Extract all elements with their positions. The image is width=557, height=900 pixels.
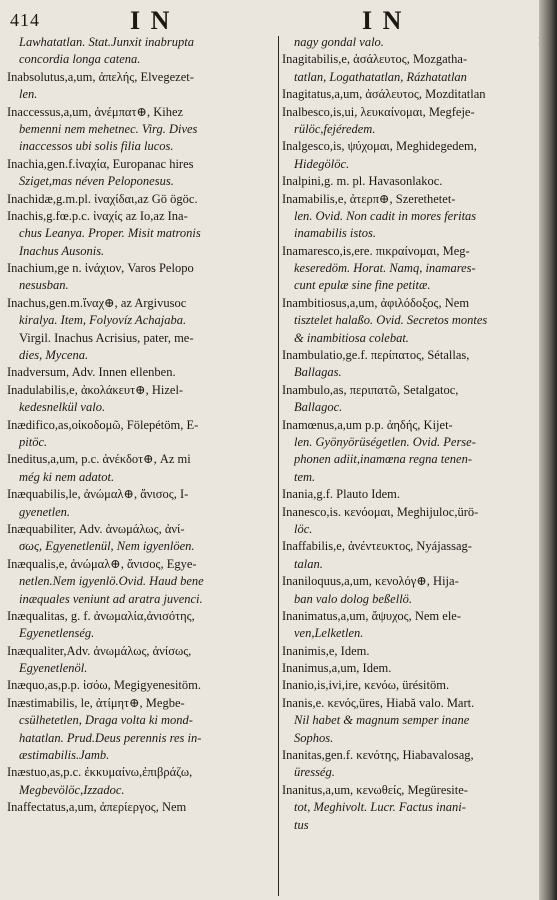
entry-headword-line: Inanio,is,ivi,ire, κενόω, ürésitöm. <box>282 678 450 693</box>
entry-headword-line: Inachis,g.fœ.p.c. ἰναχίς az Io,az Ina- <box>7 208 188 223</box>
entry-continuation-line: pitöc. <box>19 434 48 449</box>
entry-headword-line: Inaffectatus,a,um, ἀπερίεργος, Nem <box>7 800 187 815</box>
entry-continuation-line: üresség. <box>294 765 335 780</box>
entry-continuation-line: tatlan, Logathatatlan, Rázhatatlan <box>294 69 467 84</box>
entry-headword-line: Inambitiosus,a,um, ἀφιλόδοξος, Nem <box>282 295 470 310</box>
running-header-left: I N <box>130 6 172 35</box>
entry-headword-line: Inanitus,a,um, κενωθείς, Megüresite- <box>282 782 468 797</box>
entry-continuation-line: netlen.Nem igyenlö.Ovid. Haud bene <box>19 574 204 589</box>
entry-headword-line: Inæquabilis,le, ἀνώμαλ⊕, ἄνισος, I- <box>7 487 189 502</box>
page-number: 414 <box>10 10 40 30</box>
entry-headword-line: Ineditus,a,um, p.c. ἀνέκδοτ⊕, Az mi <box>7 452 191 467</box>
entry-continuation-line: phonen adiit,inamœna regna tenen- <box>294 452 472 467</box>
entry-headword-line: Inachus,gen.m.ἴναχ⊕, az Argivusoc <box>7 295 187 310</box>
entry-continuation-line: tus <box>294 817 309 832</box>
entry-continuation-line: csülhetetlen, Draga volta ki mond- <box>19 713 193 728</box>
entry-continuation-line: kedesnelkül valo. <box>19 400 106 415</box>
entry-headword-line: Inachium,ge n. ἰνάχιον, Varos Pelopo <box>7 261 194 276</box>
entry-continuation-line: Lawhatatlan. Stat.Junxit inabrupta <box>19 35 195 49</box>
entry-continuation-line: Nil habet & magnum semper inane <box>294 713 470 728</box>
entry-continuation-line: keseredöm. Horat. Namq, inamares- <box>294 261 476 276</box>
entry-headword-line: Inanesco,is. κενόομαι, Meghijuloc,ürö- <box>282 504 479 519</box>
entry-headword-line: Inæstuo,as,p.c. ἐκκυμαίνω,ἐπιβράζω, <box>7 765 193 780</box>
entry-headword-line: Inanimus,a,um, Idem. <box>282 661 392 676</box>
entry-headword-line: Inanitas,gen.f. κενότης, Hiabavalosag, <box>282 748 474 763</box>
entry-headword-line: Inamœnus,a,um p.p. ἀηδής, Kijet- <box>282 417 453 432</box>
entry-headword-line: Inachia,gen.f.ἰναχία, Europanac hires <box>7 156 194 171</box>
entry-headword-line: Inagitabilis,e, ἀσάλευτος, Mozgatha- <box>282 52 468 67</box>
running-header-right: I N <box>362 6 404 35</box>
entry-headword-line: Inædifico,as,οἰκοδομῶ, Fölepétöm, E- <box>7 417 199 432</box>
entry-continuation-line: hatatlan. Prud.Deus perennis res in- <box>19 730 202 745</box>
entry-headword-line: Inanimatus,a,um, ἄψυχος, Nem ele- <box>282 608 462 623</box>
entry-headword-line: Inalgesco,is, ψύχομαι, Meghidegedem, <box>282 139 477 154</box>
entry-headword-line: Inagitatus,a,um, ἀσάλευτος, Mozditatlan <box>282 87 486 102</box>
entry-continuation-line: még ki nem adatot. <box>19 469 115 484</box>
entry-continuation-line: æstimabilis.Jamb. <box>19 748 110 763</box>
entry-continuation-line: gyenetlen. <box>19 504 71 519</box>
entry-continuation-line: talan. <box>294 556 323 571</box>
entry-headword-line: Inanimis,e, Idem. <box>282 643 370 658</box>
entry-continuation-line: dies, Mycena. <box>19 348 89 363</box>
entry-continuation-line: inaccessos ubi solis filia lucos. <box>19 139 174 154</box>
entry-continuation-line: & inambitiosa colebat. <box>294 330 409 345</box>
entry-continuation-line: chus Leanya. Proper. Misit matronis <box>19 226 201 241</box>
entry-headword-line: Inaffabilis,e, ἀνέντευκτος, Nyájassag- <box>282 539 472 554</box>
entry-continuation-line: kiralya. Item, Folyovíz Achajaba. <box>19 313 187 328</box>
entry-continuation-line: Ballagas. <box>294 365 342 380</box>
entry-continuation-line: len. Ovid. Non cadit in mores feritas <box>294 208 477 223</box>
entry-headword-line: Inalpini,g. m. pl. Havasonlakoc. <box>282 174 443 189</box>
left-column <box>7 34 275 817</box>
entry-headword-line: Inæquabiliter, Adv. ἀνωμάλως, ἀνί- <box>7 521 185 536</box>
entry-headword-line: Inadulabilis,e, ἀκολάκευτ⊕, Hizel- <box>7 382 184 397</box>
entry-headword-line: Inalbesco,is,ui, λευκαίνομαι, Megfeje- <box>282 104 475 119</box>
entry-continuation-line: Hidegölöc. <box>294 156 350 171</box>
entry-continuation-line: ven,Lelketlen. <box>294 626 364 641</box>
entry-headword-line: Inæqualis,e, ἀνώμαλ⊕, ἄνισος, Egye- <box>7 556 197 571</box>
entry-headword-line: Inæstimabilis, le, ἀτίμητ⊕, Megbe- <box>7 695 185 710</box>
entry-headword-line: Inambulatio,ge.f. περίπατος, Sétallas, <box>282 348 470 363</box>
column-divider <box>278 36 279 896</box>
entry-headword-line: Inania,g.f. Plauto Idem. <box>282 487 401 502</box>
entry-continuation-line: Egyenetlenség. <box>19 626 95 641</box>
entry-headword-line: Inaniloquus,a,um, κενολόγ⊕, Hija- <box>282 574 459 589</box>
right-column <box>282 34 535 834</box>
entry-continuation-line: ban valo dolog beßellö. <box>294 591 413 606</box>
entry-continuation-line: Ballagoc. <box>294 400 343 415</box>
entry-headword-line: Inamabilis,e, ἀτερπ⊕, Szerethetet- <box>282 191 456 206</box>
entry-headword-line: Inæquo,as,p.p. ἰσόω, Megigyenesitöm. <box>7 678 202 693</box>
entry-headword-line: Inachidæ,g.m.pl. ἰναχίδαι,az Gö ögöc. <box>7 191 198 206</box>
entry-continuation-line: σως, Egyenetlenül, Nem igyenlöen. <box>19 539 195 554</box>
entry-continuation-line: tot, Meghivolt. Lucr. Factus inani- <box>294 800 466 815</box>
entry-continuation-line: inæquales veniunt ad aratra juvenci. <box>19 591 203 606</box>
entry-continuation-line: bemenni nem mehetnec. Virg. Dives <box>19 121 198 136</box>
entry-continuation-line: len. Gyönyörüségetlen. Ovid. Perse- <box>294 434 476 449</box>
entry-continuation-line: Egyenetlenöl. <box>19 661 88 676</box>
entry-headword-line: Inabsolutus,a,um, ἀπελής, Elvegezet- <box>7 69 194 84</box>
book-spine-shadow <box>539 0 557 900</box>
entry-continuation-line: Megbevölöc,Izzadoc. <box>19 782 125 797</box>
entry-continuation-line: inamabilis istos. <box>294 226 376 241</box>
entry-headword-line: Inanis,e. κενός,üres, Hiabă valo. Mart. <box>282 695 475 710</box>
entry-continuation-line: löc. <box>294 521 313 536</box>
entry-headword-line: Inaccessus,a,um, ἀνέμπατ⊕, Kihez <box>7 104 184 119</box>
entry-headword-line: Inambulo,as, περιπατῶ, Setalgatoc, <box>282 382 459 397</box>
entry-continuation-line: len. <box>19 87 38 102</box>
entry-continuation-line: nagy gondal valo. <box>294 35 384 49</box>
entry-continuation-line: tem. <box>294 469 316 484</box>
entry-continuation-line: Sziget,mas néven Peloponesus. <box>19 174 174 189</box>
entry-headword-line: Inamaresco,is,ere. πικραίνομαι, Meg- <box>282 243 470 258</box>
entry-continuation-line: Inachus Ausonis. <box>19 243 105 258</box>
entry-continuation-line: cunt epulæ sine fine petitæ. <box>294 278 431 293</box>
entry-continuation-line: tisztelet halaßo. Ovid. Secretos montes <box>294 313 488 328</box>
entry-continuation-line: rülöc,fejéredem. <box>294 121 376 136</box>
entry-headword-line: Inæqualitas, g. f. ἀνωμαλία,ἀνισότης, <box>7 608 195 623</box>
entry-continuation-line: nesusban. <box>19 278 69 293</box>
entry-continuation-line: concordia longa catena. <box>19 52 141 67</box>
entry-continuation-line: Sophos. <box>294 730 334 745</box>
entry-headword-line: Inæqualiter,Adv. ἀνωμάλως, ἀνίσως, <box>7 643 192 658</box>
entry-headword-line: Inadversum, Adv. Innen ellenben. <box>7 365 176 380</box>
entry-continuation-line: Virgil. Inachus Acrisius, pater, me- <box>19 330 194 345</box>
